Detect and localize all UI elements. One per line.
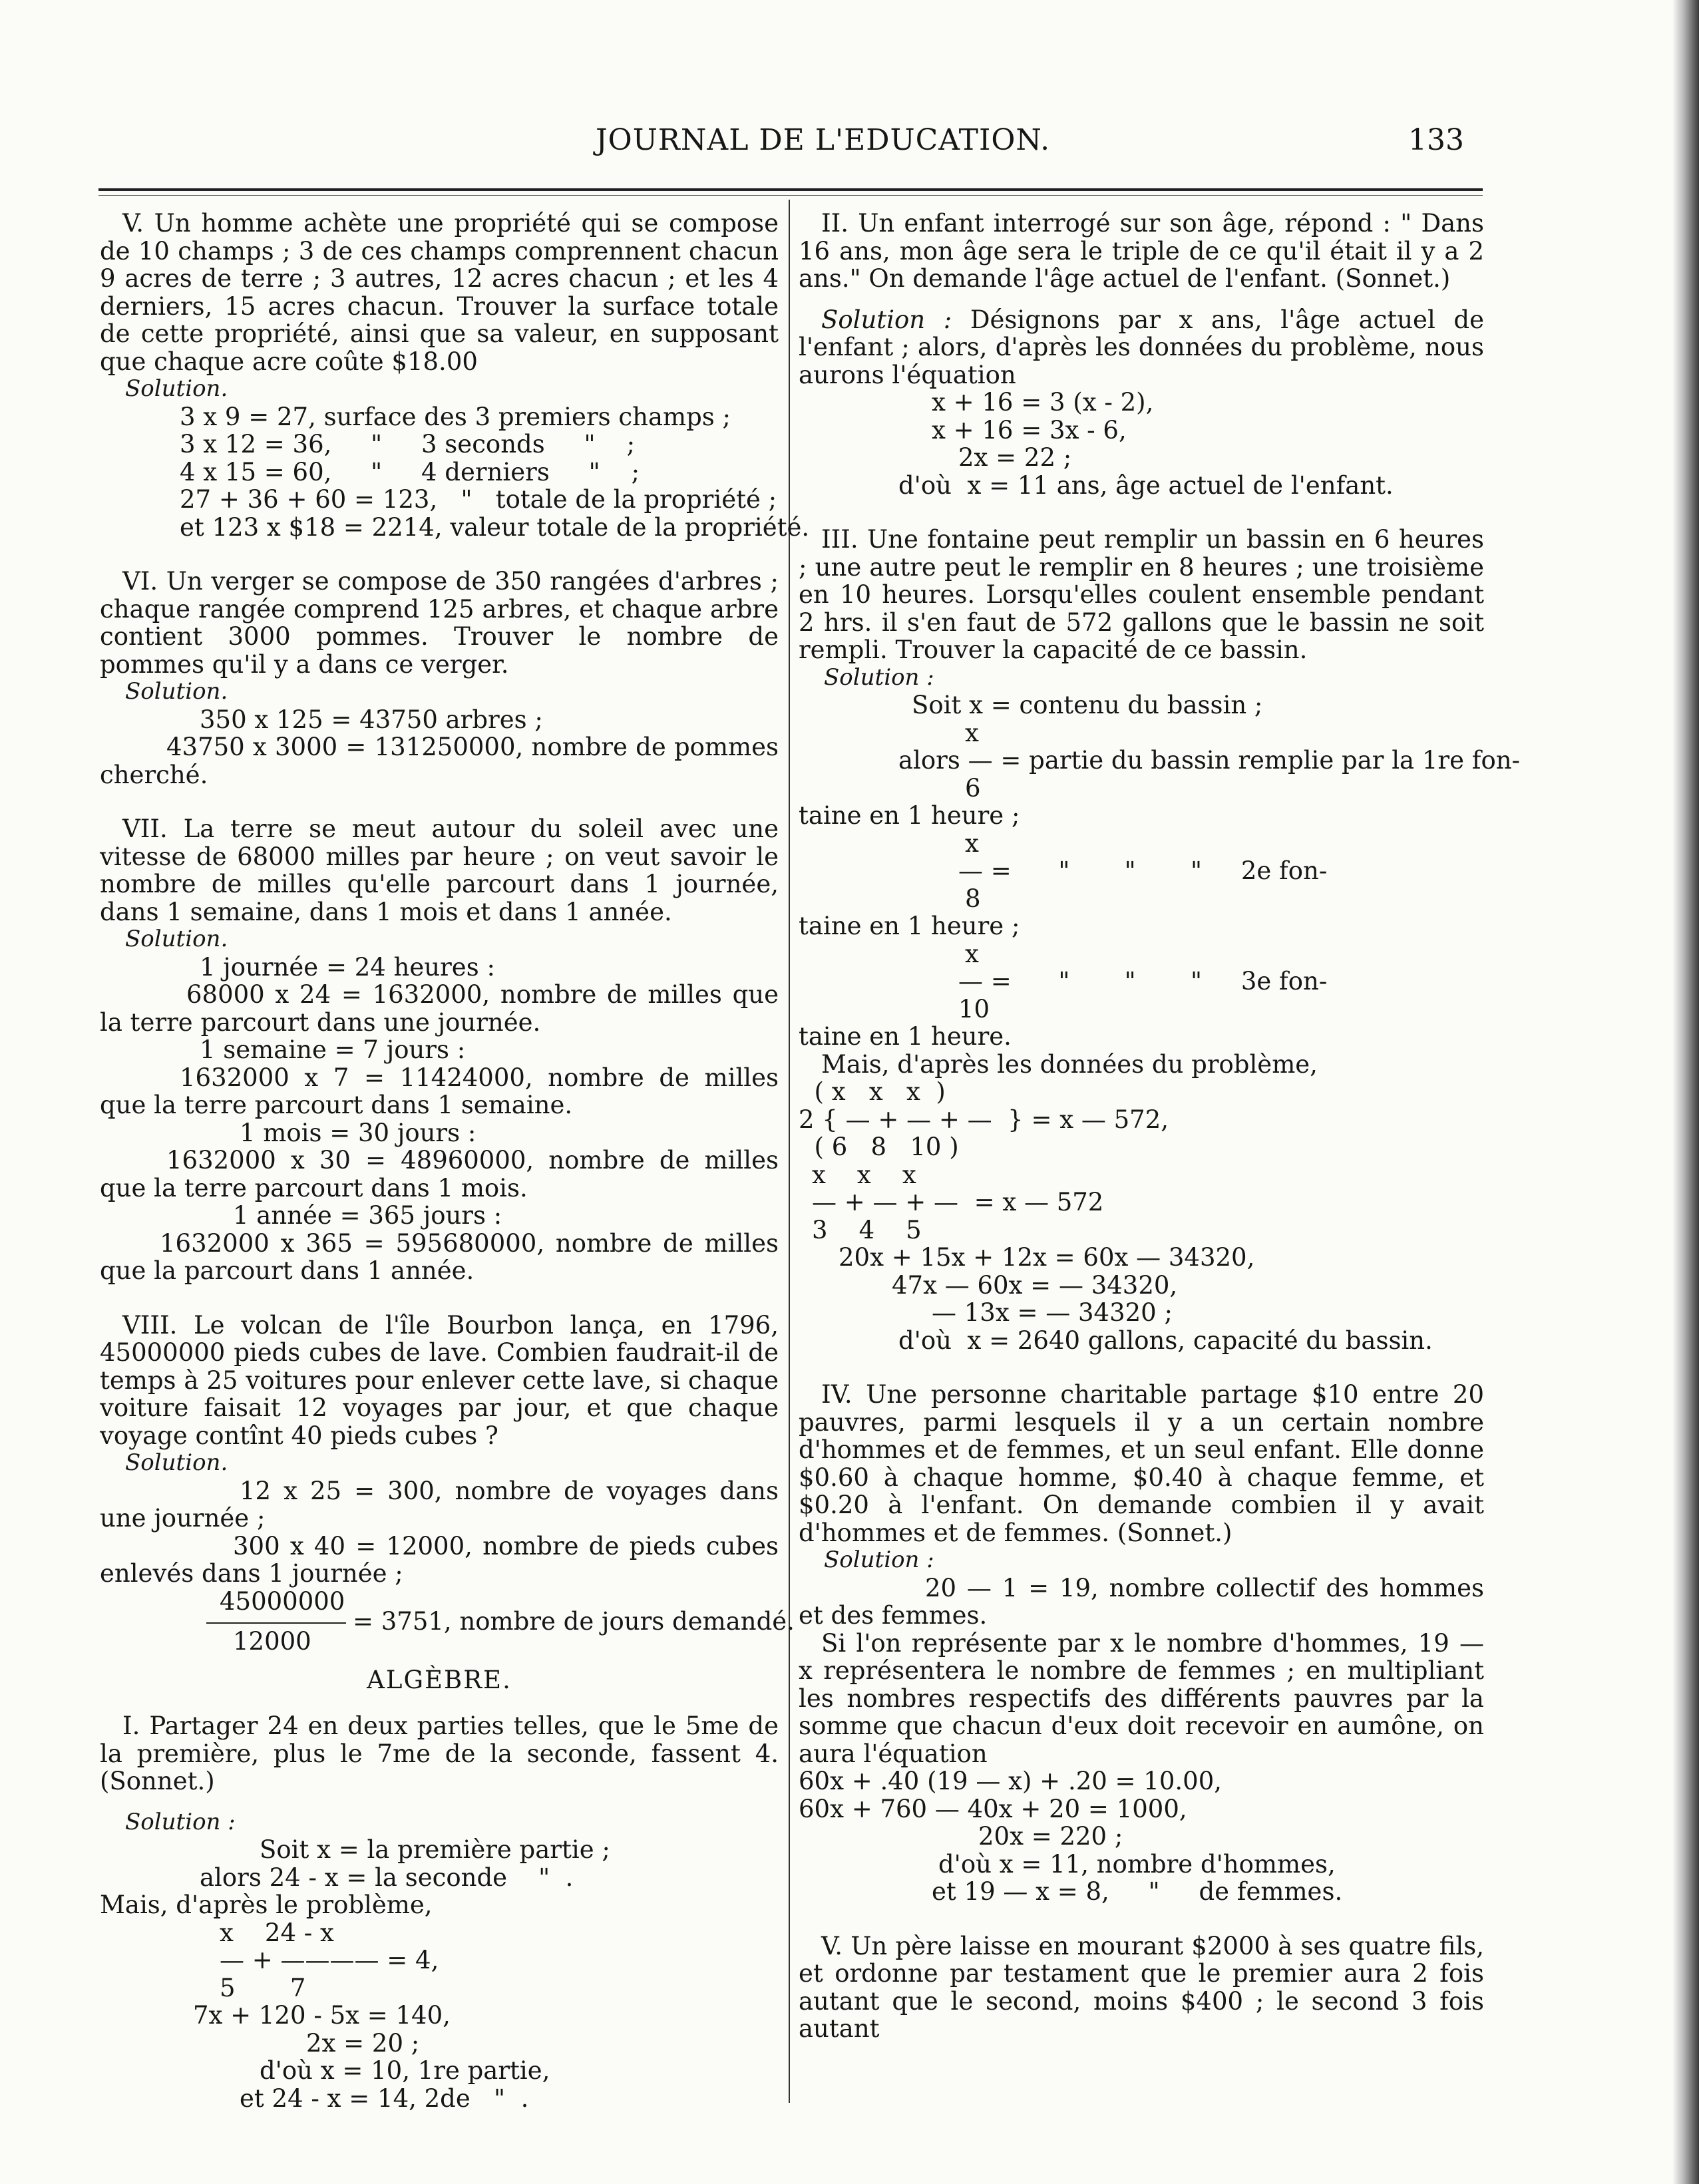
algebra-problem-iii-solution-label: Solution : — [824, 663, 934, 691]
algebra-iv-text-2: Si l'on représente par x le nombre d'hommes, 19 — x représentera le nombre de femmes ; en multipliant les nombres respectifs des différents pauvres par la somme que chacun d'eux doit recevoir en aumône, on aura l'équation — [799, 1628, 1484, 1768]
algebra-iii-f1-line: alors — = partie du bassin remplie par la 1re fon- — [898, 746, 1521, 775]
algebra-iii-f1-cont: taine en 1 heure ; — [799, 801, 1020, 830]
problem-vii-eq-6: 1632000 x 30 = 48960000, nombre de milles que la terre parcourt dans 1 mois. — [100, 1146, 779, 1202]
fraction-denominator: 12000 — [233, 1626, 311, 1656]
algebra-iii-f3-line: — = " " " 3e fon- — [958, 967, 1328, 996]
column-separator — [789, 200, 790, 2103]
problem-vii-solution-label: Solution. — [125, 926, 228, 952]
algebra-iii-f3-cont: taine en 1 heure. — [799, 1022, 1012, 1051]
algebra-iii-mais: Mais, d'après les données du problème, — [821, 1049, 1318, 1079]
algebra-iii-eq-1: Soit x = contenu du bassin ; — [912, 691, 1263, 719]
fraction-result: = 3751, nombre de jours demandé. — [353, 1606, 795, 1636]
algebra-i-eq-5: 2x = 20 ; — [306, 2028, 420, 2058]
algebra-problem-iii-text: III. Une fontaine peut remplir un bassin en 6 heures ; une autre peut le remplir en 8 heures ; une troisième en 10 heures. Lorsqu'elles coulent ensemble pendant 2 hrs. il s'en faut de 572 gallons que le bassin ne soit rempli. Trouver la capacité de ce bassin. — [799, 525, 1484, 664]
algebra-ii-eq-3: 2x = 22 ; — [958, 443, 1072, 472]
algebra-i-frac-mid: — + ———— = 4, — [220, 1946, 439, 1974]
algebra-iii-sum-bot: 3 4 5 — [812, 1215, 922, 1244]
problem-vii-eq-4: 1632000 x 7 = 11424000, nombre de milles que la terre parcourt dans 1 semaine. — [100, 1063, 779, 1119]
solution-text: Désignons par x ans, l'âge actuel de l'enfant ; alors, d'après les données du problème, nous aurons l'équation — [799, 305, 1485, 389]
problem-viii-eq-1: 12 x 25 = 300, nombre de voyages dans une journée ; — [100, 1476, 779, 1533]
algebra-iii-f1-bot: 6 — [965, 773, 981, 803]
algebra-ii-eq-4: d'où x = 11 ans, âge actuel de l'enfant. — [898, 470, 1394, 500]
algebra-iii-sum-top: x x x — [812, 1160, 916, 1189]
header-rule — [98, 188, 1483, 191]
problem-vi-solution-label: Solution. — [125, 678, 228, 705]
problem-viii-text: VIII. Le volcan de l'île Bourbon lança, en 1796, 45000000 pieds cubes de lave. Combien faudrait-il de temps à 25 voitures pour enlever cette lave, si chaque voiture faisait 12 voyages par jour, et que chaque voyage contînt 40 pieds cubes ? — [100, 1310, 779, 1450]
algebra-problem-v-text: V. Un père laisse en mourant $2000 à ses quatre fils, et ordonne par testament que le premier aura 2 fois autant que le second, moins $400 ; le second 3 fois autant — [799, 1931, 1484, 2043]
algebra-iii-f2-top: x — [965, 828, 979, 858]
algebra-i-eq-2: alors 24 - x = la seconde " . — [200, 1863, 574, 1892]
solution-label: Solution : — [821, 305, 952, 334]
problem-v-eq-4: 27 + 36 + 60 = 123, " totale de la propriété ; — [180, 485, 777, 514]
algebra-iii-big-bot: ( 6 8 10 ) — [799, 1133, 959, 1161]
algebra-iv-eq-a: 60x + .40 (19 — x) + .20 = 10.00, — [799, 1767, 1222, 1795]
problem-vi-text: VI. Un verger se compose de 350 rangées d'arbres ; chaque rangée comprend 125 arbres, et chaque arbre contient 3000 pommes. Trouver le nombre de pommes qu'il y a dans ce verger. — [100, 567, 779, 679]
algebra-iv-eq-c: 20x = 220 ; — [978, 1822, 1123, 1851]
algebra-i-frac-top: x 24 - x — [220, 1918, 334, 1947]
algebra-iii-eq-end-2: 47x — 60x = — 34320, — [892, 1270, 1178, 1300]
problem-vi-eq-2: 43750 x 3000 = 131250000, nombre de pommes cherché. — [100, 733, 779, 789]
header-rule-thin — [98, 195, 1483, 196]
algebra-ii-eq-2: x + 16 = 3x - 6, — [932, 415, 1127, 445]
algebra-iii-f1-top: x — [965, 718, 979, 747]
problem-v-solution-label: Solution. — [125, 375, 228, 402]
algebra-problem-i-solution-label: Solution : — [125, 1808, 236, 1835]
algebra-iii-f3-bot: 10 — [958, 994, 990, 1023]
problem-vii-eq-3: 1 semaine = 7 jours : — [200, 1035, 466, 1064]
algebra-iii-big-top: ( x x x ) — [799, 1077, 946, 1106]
fraction-bar — [206, 1622, 346, 1624]
page-number: 133 — [1408, 123, 1464, 157]
problem-vii-eq-2: 68000 x 24 = 1632000, nombre de milles que la terre parcourt dans une journée. — [100, 980, 779, 1037]
algebra-iii-eq-end-3: — 13x = — 34320 ; — [932, 1298, 1173, 1327]
algebra-iv-eq-d: d'où x = 11, nombre d'hommes, — [938, 1849, 1336, 1879]
left-column — [100, 209, 810, 2113]
algebra-iii-big-mid: 2 { — + — + — } = x — 572, — [799, 1105, 1169, 1134]
algebra-iii-f2-cont: taine en 1 heure ; — [799, 912, 1020, 940]
scan-edge-shadow — [1672, 0, 1699, 2184]
fraction-numerator: 45000000 — [220, 1586, 345, 1616]
problem-v-eq-3: 4 x 15 = 60, " 4 derniers " ; — [180, 457, 640, 486]
algebra-iii-f3-top: x — [965, 939, 979, 968]
algebra-i-eq-4: 7x + 120 - 5x = 140, — [193, 2001, 451, 2030]
algebra-problem-iv-solution-label: Solution : — [824, 1547, 934, 1573]
problem-vii-eq-8: 1632000 x 365 = 595680000, nombre de milles que la parcourt dans 1 année. — [100, 1228, 779, 1285]
problem-v-eq-1: 3 x 9 = 27, surface des 3 premiers champs ; — [180, 402, 731, 431]
algebra-ii-eq-1: x + 16 = 3 (x - 2), — [932, 388, 1154, 417]
problem-vii-eq-1: 1 journée = 24 heures : — [200, 952, 495, 982]
algebra-i-eq-7: et 24 - x = 14, 2de " . — [240, 2084, 529, 2113]
algebra-iii-eq-end-4: d'où x = 2640 gallons, capacité du bassin. — [898, 1326, 1433, 1355]
algebra-problem-ii-solution — [799, 306, 1484, 389]
algebra-i-eq-1: Soit x = la première partie ; — [260, 1835, 610, 1864]
algebra-problem-ii-text: II. Un enfant interrogé sur son âge, répond : " Dans 16 ans, mon âge sera le triple de ce qu'il était il y a 2 ans." On demande l'âge actuel de l'enfant. (Sonnet.) — [799, 209, 1484, 293]
problem-vii-text: VII. La terre se meut autour du soleil avec une vitesse de 68000 milles par heure ; on veut savoir le nombre de milles qu'elle parcourt dans 1 journée, dans 1 semaine, dans 1 mois et dans 1 année. — [100, 815, 779, 926]
problem-vi-eq-1: 350 x 125 = 43750 arbres ; — [200, 705, 543, 734]
problem-viii-solution-label: Solution. — [125, 1449, 228, 1476]
problem-viii-eq-2: 300 x 40 = 12000, nombre de pieds cubes enlevés dans 1 journée ; — [100, 1531, 779, 1588]
problem-vii-eq-5: 1 mois = 30 jours : — [240, 1118, 476, 1147]
algebra-iv-eq-1: 20 — 1 = 19, nombre collectif des hommes et des femmes. — [799, 1573, 1484, 1630]
algebra-i-eq-6: d'où x = 10, 1re partie, — [260, 2056, 550, 2085]
right-column — [799, 209, 1521, 2043]
page-header — [100, 123, 1464, 170]
problem-v-eq-5: et 123 x $18 = 2214, valeur totale de la propriété. — [180, 512, 810, 542]
algebra-iv-eq-e: et 19 — x = 8, " de femmes. — [932, 1877, 1343, 1906]
algebra-i-eq-3: Mais, d'après le problème, — [100, 1891, 433, 1919]
algebra-iii-eq-end-1: 20x + 15x + 12x = 60x — 34320, — [839, 1243, 1255, 1272]
algebre-heading: ALGÈBRE. — [367, 1665, 512, 1694]
journal-title: JOURNAL DE L'EDUCATION. — [596, 123, 1051, 157]
problem-v-text: V. Un homme achète une propriété qui se compose de 10 champs ; 3 de ces champs comprennent chacun 9 acres de terre ; 3 autres, 12 acres chacun ; et les 4 derniers, 15 acres chacun. Trouver la surface totale de cette propriété, ainsi que sa valeur, en supposant que chaque acre coûte $18.00 — [100, 209, 779, 376]
algebra-iii-f2-line: — = " " " 2e fon- — [958, 856, 1328, 885]
algebra-i-frac-bot: 5 7 — [220, 1973, 306, 2002]
problem-viii-fraction — [220, 1586, 795, 1656]
algebra-iv-eq-b: 60x + 760 — 40x + 20 = 1000, — [799, 1794, 1187, 1823]
algebra-iii-sum-mid: — + — + — = x — 572 — [812, 1188, 1104, 1216]
problem-v-eq-2: 3 x 12 = 36, " 3 seconds " ; — [180, 430, 636, 458]
problem-vii-eq-7: 1 année = 365 jours : — [233, 1201, 502, 1230]
algebra-problem-i-text: I. Partager 24 en deux parties telles, que le 5me de la première, plus le 7me de la seconde, fassent 4. (Sonnet.) — [100, 1712, 779, 1795]
algebra-iii-f2-bot: 8 — [965, 884, 981, 913]
algebra-problem-iv-text: IV. Une personne charitable partage $10 entre 20 pauvres, parmi lesquels il y a un certain nombre d'hommes et de femmes, et un seul enfant. Elle donne $0.60 à chaque homme, $0.40 à chaque femme, et $0.20 à l'enfant. On demande combien il y avait d'hommes et de femmes. (Sonnet.) — [799, 1380, 1484, 1547]
